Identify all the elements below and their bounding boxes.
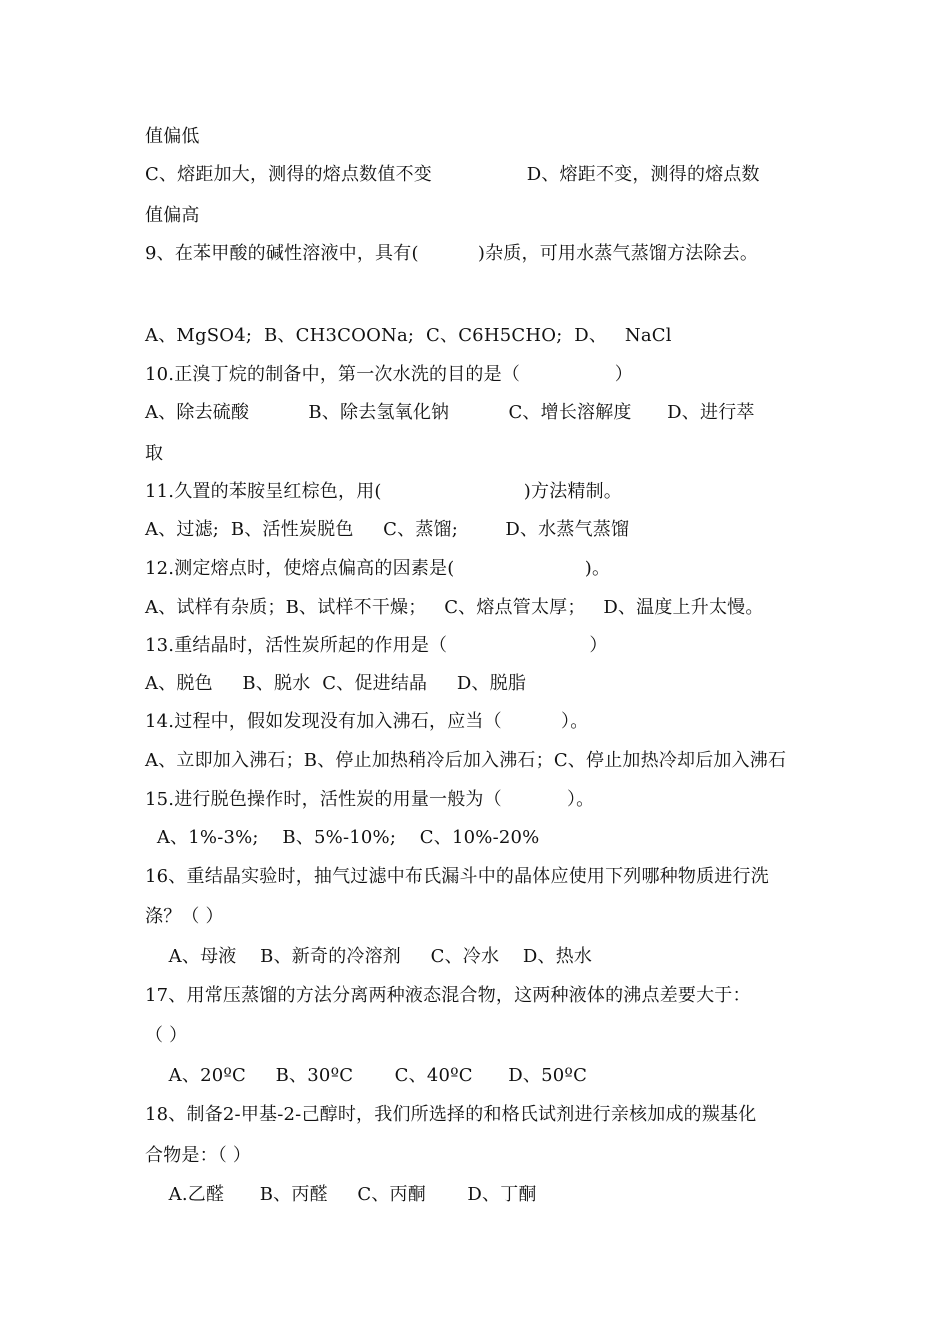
question-12: 12.测定熔点时，使熔点偏高的因素是( )。: [145, 558, 611, 579]
options-15: A、1%-3%; B、5%-10%; C、10%-20%: [145, 827, 540, 848]
text-line: 合物是：（ ）: [145, 1145, 252, 1166]
options-12: A、试样有杂质；B、试样不干燥； C、熔点管太厚； D、温度上升太慢。: [145, 597, 764, 618]
question-17: 17、用常压蒸馏的方法分离两种液态混合物，这两种液体的沸点差要大于：: [145, 985, 751, 1006]
text-line: 值偏低: [145, 126, 200, 147]
question-18: 18、制备2-甲基-2-己醇时，我们所选择的和格氏试剂进行亲核加成的羰基化: [145, 1104, 757, 1125]
options-11: A、过滤; B、活性炭脱色 C、蒸馏; D、水蒸气蒸馏: [145, 519, 630, 540]
options-16: A、母液 B、新奇的冷溶剂 C、冷水 D、热水: [145, 946, 593, 967]
question-10: 10.正溴丁烷的制备中，第一次水洗的目的是（ ）: [145, 364, 633, 385]
question-16: 16、重结晶实验时，抽气过滤中布氏漏斗中的晶体应使用下列哪种物质进行洗: [145, 866, 769, 887]
question-15: 15.进行脱色操作时，活性炭的用量一般为（ ）。: [145, 789, 595, 810]
question-11: 11.久置的苯胺呈红棕色，用( )方法精制。: [145, 481, 622, 502]
options-9: A、MgSO4; B、CH3COONa; C、C6H5CHO; D、 NaCl: [145, 325, 672, 346]
options-18: A.乙醛 B、丙醛 C、丙酮 D、丁酮: [145, 1184, 537, 1205]
options-13: A、脱色 B、脱水 C、促进结晶 D、脱脂: [145, 673, 527, 694]
question-14: 14.过程中，假如发现没有加入沸石，应当（ ）。: [145, 711, 589, 732]
options-10: A、除去硫酸 B、除去氢氧化钠 C、增长溶解度 D、进行萃: [145, 402, 755, 423]
question-9: 9、在苯甲酸的碱性溶液中，具有( )杂质，可用水蒸气蒸馏方法除去。: [145, 243, 759, 264]
option-line: C、熔距加大，测得的熔点数值不变 D、熔距不变，测得的熔点数: [145, 164, 760, 185]
options-14: A、立即加入沸石；B、停止加热稍冷后加入沸石；C、停止加热冷却后加入沸石: [145, 750, 787, 771]
text-line: 值偏高: [145, 205, 200, 226]
options-17: A、20ºC B、30ºC C、40ºC D、50ºC: [145, 1065, 588, 1086]
text-line: 涤？（ ）: [145, 906, 224, 927]
text-line: （ ）: [145, 1025, 188, 1046]
text-line: 取: [145, 443, 164, 464]
question-13: 13.重结晶时，活性炭所起的作用是（ ）: [145, 635, 608, 656]
